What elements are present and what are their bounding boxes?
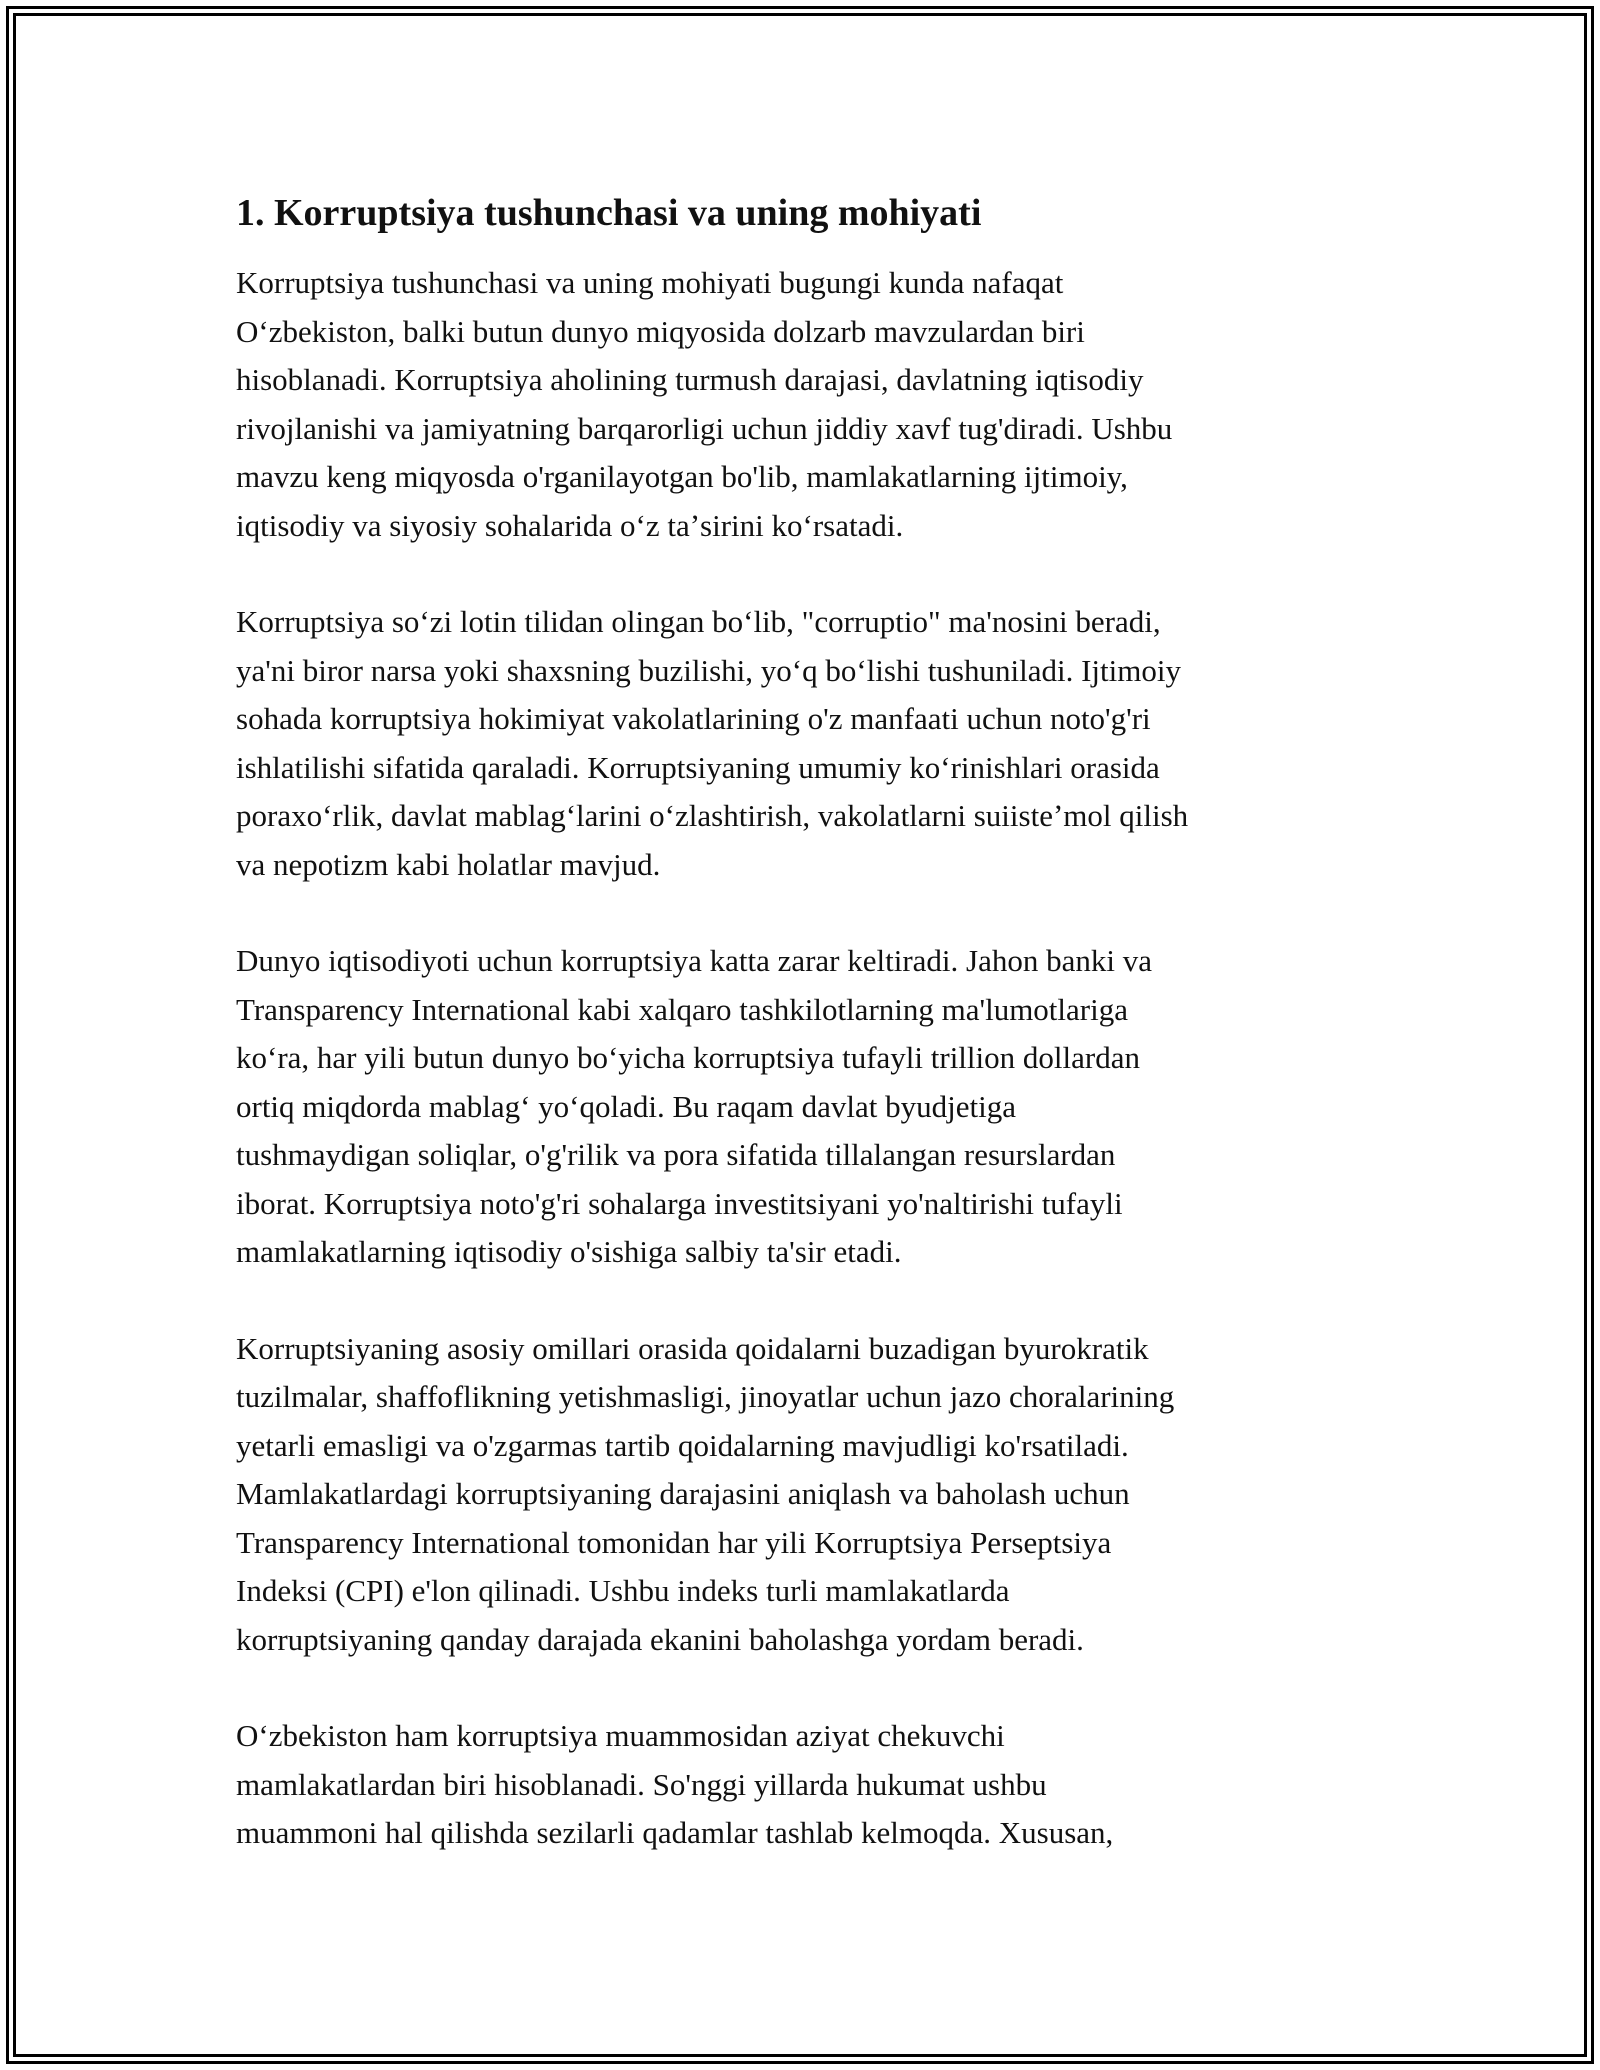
text-line: muammoni hal qilishda sezilarli qadamlar tashlab kelmoqda. Xususan, (236, 1815, 1114, 1850)
text-line: mavzu keng miqyosda o'rganilayotgan bo'lib, mamlakatlarning ijtimoiy, (236, 459, 1128, 494)
paragraph-uzbekistan (236, 1712, 1366, 1858)
text-line: Transparency International tomonidan har yili Korruptsiya Perseptsiya (236, 1524, 1112, 1560)
paragraph-main-factors (236, 1325, 1366, 1665)
text-line: tushmaydigan soliqlar, o'g'rilik va pora sifatida tillalangan resurslardan (236, 1137, 1116, 1172)
section-heading: 1. Korruptsiya tushunchasi va uning mohiyati (236, 192, 982, 234)
text-line: Korruptsiya tushunchasi va uning mohiyati bugungi kunda nafaqat (236, 265, 1064, 300)
text-line: Transparency International kabi xalqaro tashkilotlarning ma'lumotlariga (236, 991, 1128, 1027)
document-body (236, 185, 1366, 1906)
text-line: korruptsiyaning qanday darajada ekanini baholashga yordam beradi. (236, 1621, 1084, 1657)
text-line: Korruptsiyaning asosiy omillari orasida qoidalarni buzadigan byurokratik (236, 1330, 1149, 1366)
text-line: Korruptsiya soʻzi lotin tilidan olingan boʻlib, "corruptio" ma'nosini beradi, (236, 604, 1161, 639)
text-line: ishlatilishi sifatida qaraladi. Korruptsiyaning umumiy koʻrinishlari orasida (236, 749, 1160, 785)
text-line: Dunyo iqtisodiyoti uchun korruptsiya katta zarar keltiradi. Jahon banki va (236, 943, 1152, 978)
text-line: ortiq miqdorda mablagʻ yoʻqoladi. Bu raqam davlat byudjetiga (236, 1088, 1016, 1124)
text-line: va nepotizm kabi holatlar mavjud. (236, 846, 661, 882)
text-line: iborat. Korruptsiya noto'g'ri sohalarga investitsiyani yo'naltirishi tufayli (236, 1185, 1123, 1221)
text-line: sohada korruptsiya hokimiyat vakolatlarining o'z manfaati uchun noto'g'ri (236, 701, 1151, 736)
text-line: ya'ni biror narsa yoki shaxsning buzilishi, yoʻq boʻlishi tushuniladi. Ijtimoiy (236, 652, 1181, 688)
paragraph-etymology (236, 598, 1366, 889)
text-line: tuzilmalar, shaffoflikning yetishmasligi, jinoyatlar uchun jazo choralarining (236, 1379, 1175, 1414)
text-line: Indeksi (CPI) e'lon qilinadi. Ushbu indeks turli mamlakatlarda (236, 1573, 1010, 1608)
paragraph-economic-damage (236, 937, 1366, 1277)
paragraph-definition (236, 259, 1366, 550)
text-line: mamlakatlardan biri hisoblanadi. So'nggi yillarda hukumat ushbu (236, 1766, 1047, 1802)
text-line: koʻra, har yili butun dunyo boʻyicha korruptsiya tufayli trillion dollardan (236, 1040, 1140, 1075)
text-line: hisoblanadi. Korruptsiya aholining turmush darajasi, davlatning iqtisodiy (236, 362, 1144, 397)
text-line: Oʻzbekiston ham korruptsiya muammosidan aziyat chekuvchi (236, 1718, 1005, 1753)
text-line: Mamlakatlardagi korruptsiyaning darajasini aniqlash va baholash uchun (236, 1476, 1130, 1511)
text-line: Oʻzbekiston, balki butun dunyo miqyosida dolzarb mavzulardan biri (236, 313, 1085, 349)
text-line: iqtisodiy va siyosiy sohalarida oʻz taʼsirini koʻrsatadi. (236, 507, 904, 543)
text-line: yetarli emasligi va o'zgarmas tartib qoidalarning mavjudligi ko'rsatiladi. (236, 1427, 1129, 1463)
text-line: poraxoʻrlik, davlat mablagʻlarini oʻzlashtirish, vakolatlarni suiisteʼmol qilish (236, 798, 1189, 833)
text-line: mamlakatlarning iqtisodiy o'sishiga salbiy ta'sir etadi. (236, 1234, 902, 1269)
text-line: rivojlanishi va jamiyatning barqarorligi uchun jiddiy xavf tug'diradi. Ushbu (236, 410, 1173, 446)
